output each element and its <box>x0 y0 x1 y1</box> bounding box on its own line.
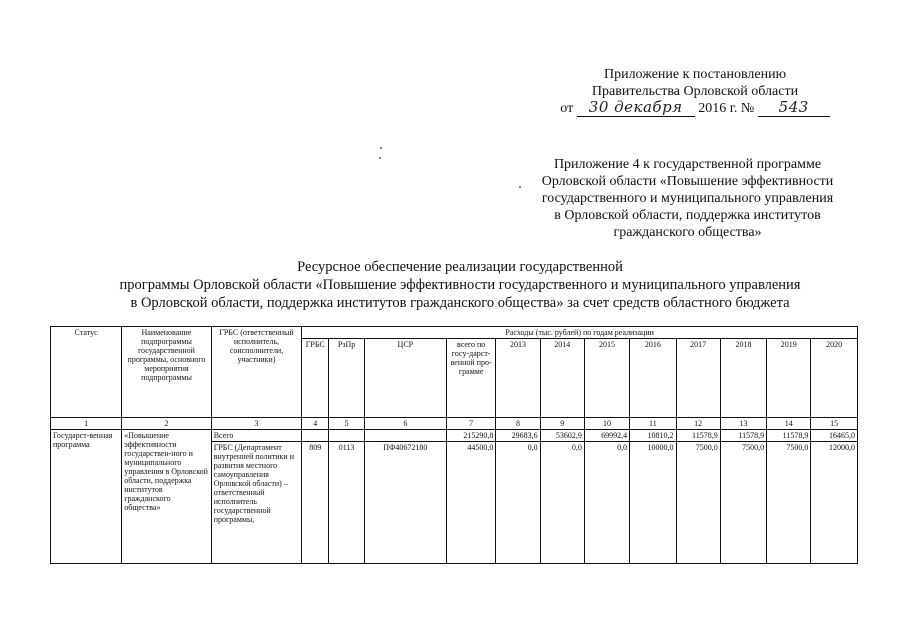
total-csr-cell <box>364 430 446 442</box>
header-grbs-full: ГРБС (ответственный исполнитель, соисполнители, участники) <box>211 327 302 418</box>
header-rzpr: РзПр <box>329 339 365 418</box>
header-row <box>51 327 858 339</box>
column-number: 8 <box>496 418 540 430</box>
column-number: 4 <box>302 418 329 430</box>
handwritten-number <box>758 100 830 117</box>
column-number: 3 <box>211 418 302 430</box>
column-number: 5 <box>329 418 365 430</box>
header-year: 2014 <box>540 339 584 418</box>
header-csr: ЦСР <box>364 339 446 418</box>
total-2018: 11578,9 <box>720 430 766 442</box>
column-number: 12 <box>676 418 720 430</box>
column-number: 14 <box>767 418 811 430</box>
program-status: Государст-венная программа <box>51 430 122 564</box>
budget-table <box>50 326 858 564</box>
total-2016: 10810,2 <box>630 430 676 442</box>
scan-dot <box>379 157 381 159</box>
appendix4-line-4: в Орловской области, поддержка институтов <box>554 208 821 223</box>
total-rzpr-cell <box>329 430 365 442</box>
grbs-total-value: 44500,0 <box>446 442 496 564</box>
handwritten-number-text: 543 <box>778 98 809 116</box>
appendix4-line-1: Приложение 4 к государственной программе <box>553 157 822 172</box>
header-year: 2017 <box>676 339 720 418</box>
total-2017: 11578,9 <box>676 430 720 442</box>
column-number: 2 <box>122 418 212 430</box>
total-grbs-cell <box>302 430 329 442</box>
appendix4-line-5: гражданского общества» <box>613 225 762 240</box>
header-total: всего по госу-дарст-венной про-грамме <box>446 339 496 418</box>
appendix4-line-3: государственного и муниципального управления <box>541 191 834 206</box>
appendix-line-2: Правительства Орловской области <box>591 84 799 99</box>
column-number: 1 <box>51 418 122 430</box>
row-label-grbs: ГРБС (Департамент внутренней политики и развития местного самоуправления Орловской области) – ответственный исполнитель государственной программы, <box>211 442 302 564</box>
grbs-2019: 7500,0 <box>767 442 811 564</box>
appendix-line-1: Приложение к постановлению <box>603 67 787 82</box>
header-grbs: ГРБС <box>302 339 329 418</box>
column-number: 10 <box>584 418 629 430</box>
appendix-date-line <box>540 100 850 117</box>
scan-dot <box>380 147 382 149</box>
total-value: 215290,8 <box>446 430 496 442</box>
grbs-code: 809 <box>302 442 329 564</box>
grbs-2017: 7500,0 <box>676 442 720 564</box>
header-year: 2016 <box>630 339 676 418</box>
column-number: 11 <box>630 418 676 430</box>
total-2014: 53602,9 <box>540 430 584 442</box>
grbs-2020: 12000,0 <box>811 442 858 564</box>
total-2019: 11578,9 <box>767 430 811 442</box>
grbs-2013: 0,0 <box>496 442 540 564</box>
total-2020: 16465,0 <box>811 430 858 442</box>
column-number: 15 <box>811 418 858 430</box>
handwritten-date <box>577 100 695 117</box>
header-year: 2019 <box>767 339 811 418</box>
table-row-total <box>51 430 858 442</box>
column-number-row <box>51 418 858 430</box>
document-title <box>60 258 860 312</box>
title-line-3: в Орловской области, поддержка институтов гражданского общества» за счет средств областного бюджета <box>130 295 790 311</box>
column-number: 6 <box>364 418 446 430</box>
total-2015: 69992,4 <box>584 430 629 442</box>
appendix4-line-2: Орловской области «Повышение эффективности <box>541 174 834 189</box>
rzpr-code: 0113 <box>329 442 365 564</box>
header-year: 2015 <box>584 339 629 418</box>
header-year: 2020 <box>811 339 858 418</box>
header-name: Наименование подпрограммы государственной программы, основного мероприятия подпрограммы <box>122 327 212 418</box>
resolution-appendix <box>540 66 850 117</box>
header-status: Статус <box>51 327 122 418</box>
grbs-2015: 0,0 <box>584 442 629 564</box>
title-line-1: Ресурсное обеспечение реализации государственной <box>297 259 623 275</box>
grbs-2014: 0,0 <box>540 442 584 564</box>
column-number: 7 <box>446 418 496 430</box>
csr-code: ПФ40672180 <box>364 442 446 564</box>
header-year: 2013 <box>496 339 540 418</box>
program-name: «Повышение эффективности государствен-ного и муниципального управления в Орловской области, поддержка институтов гражданского общества» <box>122 430 212 564</box>
program-appendix <box>520 156 855 241</box>
column-number: 9 <box>540 418 584 430</box>
header-expenses: Расходы (тыс. рублей) по годам реализации <box>302 327 858 339</box>
grbs-2016: 10000,0 <box>630 442 676 564</box>
header-year: 2018 <box>720 339 766 418</box>
from-label: от <box>560 101 574 116</box>
row-label-total: Всего <box>211 430 302 442</box>
total-2013: 29683,6 <box>496 430 540 442</box>
grbs-2018: 7500,0 <box>720 442 766 564</box>
year-label: 2016 г. № <box>698 101 755 116</box>
title-line-2: программы Орловской области «Повышение эффективности государственного и муниципального управления <box>119 277 801 293</box>
column-number: 13 <box>720 418 766 430</box>
handwritten-date-text: 30 декабря <box>588 98 683 116</box>
